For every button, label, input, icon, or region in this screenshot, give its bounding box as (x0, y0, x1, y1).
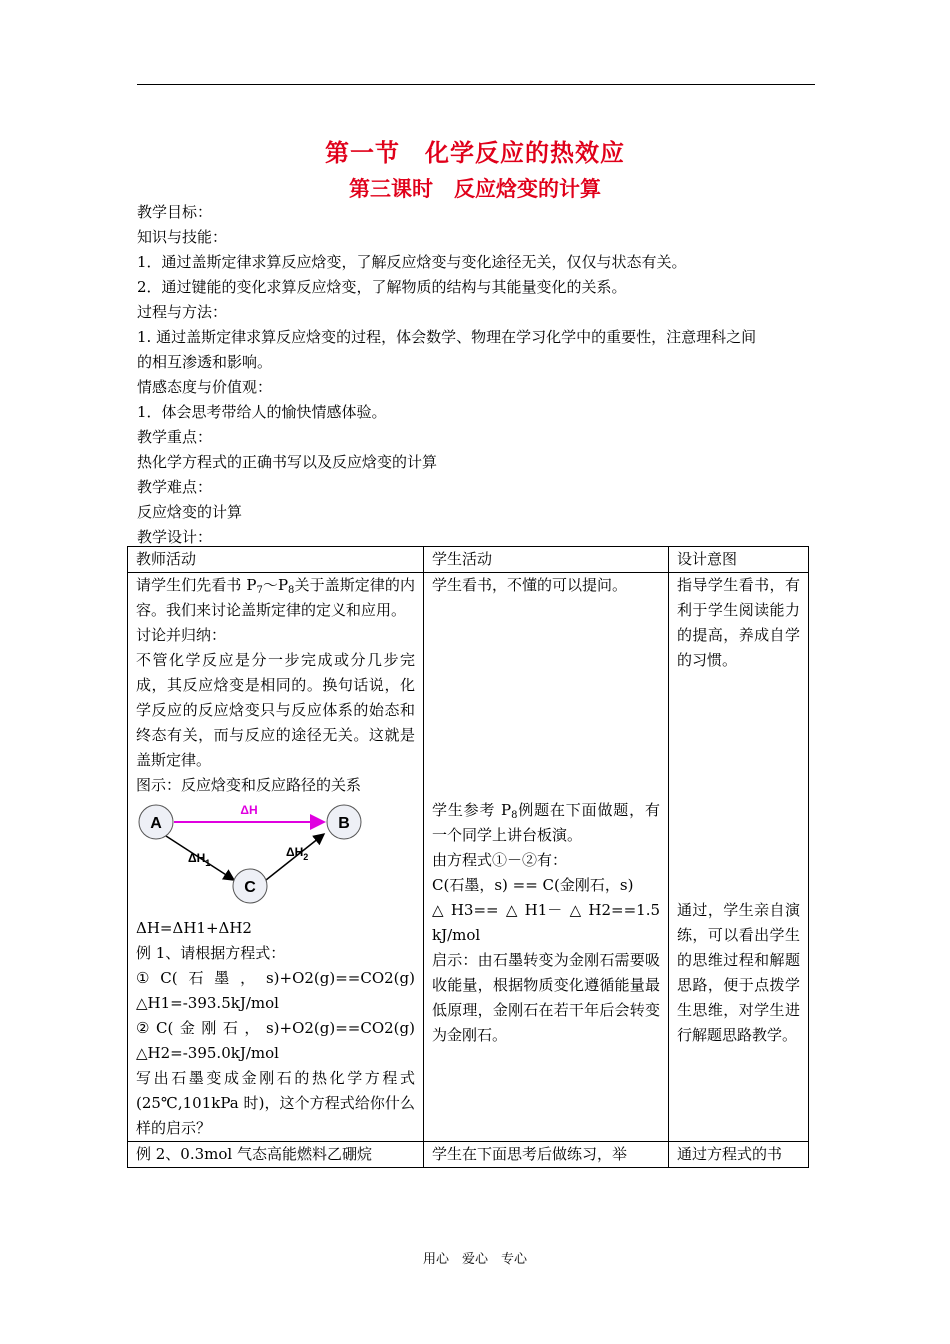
design-table (127, 546, 809, 1168)
body-line: 知识与技能： (137, 228, 228, 246)
example1-eq2: ②C(金刚石，s)+O2(g)==CO2(g) △H2=-395.0kJ/mol (136, 1019, 415, 1062)
body-line: 1．体会思考带给人的愉快情感体验。 (137, 403, 387, 421)
delta-h1-label: $\Delta H_1$ (188, 851, 211, 868)
node-c-label: C (244, 879, 256, 896)
delta-h-label: ΔH (240, 803, 258, 817)
body-line: 教学难点： (137, 478, 213, 496)
node-a-label: A (150, 815, 162, 832)
teacher-intro: 请学生们先看书 $P_7\sim P_8$关于盖斯定律的内容。我们来讨论盖斯定律的定义和应用。 (136, 576, 415, 619)
intent-cell: 通过方程式的书 (669, 1142, 809, 1168)
student-line: 学生看书，不懂的可以提问。 (432, 576, 628, 594)
student-cell (424, 573, 669, 1142)
teacher-cell (128, 573, 424, 1142)
body-line: 反应焓变的计算 (137, 503, 243, 521)
page-title: 第一节 化学反应的热效应 (325, 139, 625, 167)
intent-spacer (677, 673, 800, 898)
body-line: 教学目标： (137, 203, 213, 221)
student-line: C(石墨，s) == C(金刚石，s) (432, 876, 634, 894)
teacher-discuss: 讨论并归纳： (136, 626, 227, 644)
header-student: 学生活动 (424, 547, 669, 573)
header-teacher: 教师活动 (128, 547, 424, 573)
hess-diagram (136, 800, 376, 910)
body-line: 热化学方程式的正确书写以及反应焓变的计算 (137, 453, 438, 471)
student-line: 学生参考 $P_8$例题在下面做题，有一个同学上讲台板演。 (432, 801, 660, 844)
student-line: 由方程式①－②有： (432, 851, 568, 869)
header-rule (137, 84, 815, 85)
body-line: 教学设计： (137, 528, 213, 546)
teacher-cell: 例 2、0.3mol 气态高能燃料乙硼烷 (128, 1142, 424, 1168)
teacher-law: 不管化学反应是分一步完成或分几步完成，其反应焓变是相同的。换句话说，化学反应的反应焓变只与反应体系的始态和终态有关，而与反应的途径无关。这就是盖斯定律。 (136, 651, 415, 769)
student-spacer (432, 598, 660, 798)
body-line: 教学重点： (137, 428, 213, 446)
intent-line: 通过，学生亲自演练，可以看出学生的思维过程和解题思路，便于点拨学生思维，对学生进行解题思路教学。 (677, 901, 800, 1044)
table-header-row (128, 547, 809, 573)
page-footer: 用心 爱心 专心 (422, 1252, 527, 1267)
student-cell: 学生在下面思考后做练习，举 (424, 1142, 669, 1168)
student-line: △H3==△H1－△H2==1.5 kJ/mol (432, 901, 660, 944)
body-line: 1. 通过盖斯定律求算反应焓变的过程，体会数学、物理在学习化学中的重要性，注意理科之间 (137, 328, 757, 346)
node-b-label: B (338, 815, 350, 832)
example1-question: 写出石墨变成金刚石的热化学方程式(25℃,101kPa 时)，这个方程式给你什么样的启示？ (136, 1069, 415, 1137)
delta-h2-label: $\Delta H_2$ (286, 845, 309, 862)
objectives-section (137, 200, 817, 550)
page-subtitle: 第三课时 反应焓变的计算 (349, 177, 601, 201)
example1-title: 例 1、请根据方程式： (136, 944, 286, 962)
body-line: 情感态度与价值观： (137, 378, 273, 396)
body-line: 1．通过盖斯定律求算反应焓变，了解反应焓变与变化途径无关，仅仅与状态有关。 (137, 253, 687, 271)
table-row (128, 1142, 809, 1168)
body-line: 过程与方法： (137, 303, 228, 321)
example1-eq1: ①C(石墨，s)+O2(g)==CO2(g) △H1=-393.5kJ/mol (136, 969, 415, 1012)
hess-diagram-svg (136, 800, 376, 910)
intent-cell (669, 573, 809, 1142)
body-line: 2．通过键能的变化求算反应焓变，了解物质的结构与其能量变化的关系。 (137, 278, 627, 296)
teacher-figure-caption: 图示：反应焓变和反应路径的关系 (136, 776, 362, 794)
header-intent: 设计意图 (669, 547, 809, 573)
eq-sum: ΔH=ΔH1+ΔH2 (136, 919, 252, 937)
student-line: 启示：由石墨转变为金刚石需要吸收能量，根据物质变化遵循能量最低原理，金刚石在若干年后会转变为金刚石。 (432, 951, 660, 1044)
body-line: 的相互渗透和影响。 (137, 353, 273, 371)
table-row (128, 573, 809, 1142)
intent-line: 指导学生看书，有利于学生阅读能力的提高，养成自学的习惯。 (677, 576, 800, 669)
